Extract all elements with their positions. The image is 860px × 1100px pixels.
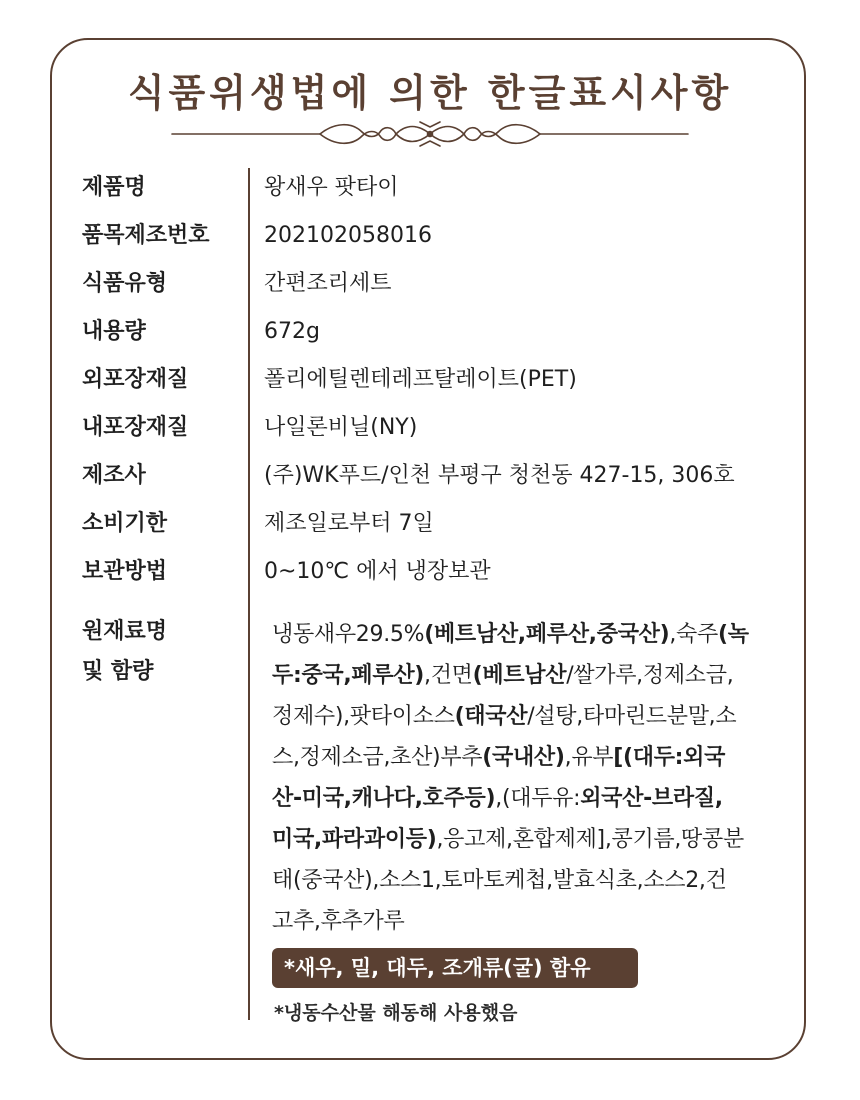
ingredients-label [82,612,167,692]
row-label: 제품명 [82,175,146,200]
ingredients-line [272,737,792,778]
row-value: 나일론비닐(NY) [264,415,418,440]
ingredients-label-line: 및 함량 [82,659,154,684]
ingredients-line [272,614,792,655]
row-value: 간편조리세트 [264,271,392,296]
ingredients-segment: 두:중국,페루산) [272,663,425,688]
row-label: 제조사 [82,463,146,488]
ingredients-label-line: 원재료명 [82,619,168,644]
row-storage [82,552,802,592]
row-outer-packaging [82,360,802,400]
row-label: 내용량 [82,319,146,344]
page-title: 식품위생법에 의한 한글표시사항 [127,71,733,115]
ingredients-segment: ,숙주 [669,622,718,647]
ingredients-segment: ,유부 [564,745,614,770]
row-value: 672g [264,319,320,344]
row-label: 외포장재질 [82,367,189,392]
row-label: 보관방법 [82,559,168,584]
row-value: 제조일로부터 7일 [264,511,434,536]
ingredients-segment: [(대두:외국 [613,745,726,770]
row-value: 왕새우 팟타이 [264,175,399,200]
ingredients-line [272,860,792,901]
ingredients-segment: (베트남산,페루산,중국산) [424,622,670,647]
row-label: 소비기한 [82,511,168,536]
ingredients-segment: (녹 [717,622,749,647]
ingredients-segment: 산-미국,캐나다,호주등) [272,786,496,811]
row-expiry [82,504,802,544]
ingredients-segment: 고추,후추가루 [272,909,405,934]
ingredients-segment: /쌀가루,정제소금, [566,663,734,688]
ingredients-segment: 미국,파라과이등) [272,827,437,852]
ingredients-line [272,696,792,737]
row-value: 0~10℃ 에서 냉장보관 [264,559,491,584]
ingredients-segment: (국내산) [482,745,565,770]
ingredients-text [272,614,792,942]
ingredients-segment: ,(대두유: [495,786,581,811]
ingredients-segment: (태국산 [454,704,528,729]
allergen-badge: *새우, 밀, 대두, 조개류(굴) 함유 [272,948,638,988]
row-label: 품목제조번호 [82,223,210,248]
ingredients-segment: ,건면 [424,663,473,688]
ingredients-segment: 태(중국산),소스1,토마토케첩,발효식초,소스2,건 [272,868,727,893]
row-report-number [82,216,802,256]
thawing-note: *냉동수산물 해동해 사용했음 [274,1002,518,1024]
ingredients-segment: 정제수),팟타이소스 [272,704,455,729]
row-value: (주)WK푸드/인천 부평구 청천동 427-15, 306호 [264,463,735,488]
ingredients-line [272,901,792,942]
ingredients-segment: 냉동새우29.5% [272,622,425,647]
ingredients-line [272,778,792,819]
row-inner-packaging [82,408,802,448]
row-value: 202102058016 [264,223,432,248]
ingredients-line [272,655,792,696]
row-label: 식품유형 [82,271,168,296]
ornament-divider-icon [170,118,690,150]
ingredients-line [272,819,792,860]
ingredients-segment: (베트남산 [472,663,567,688]
ingredients-segment: ,응고제,혼합제제],콩기름,땅콩분 [436,827,744,852]
ingredients-segment: 스,정제소금,초산)부추 [272,745,483,770]
row-product-name [82,168,802,208]
ingredients-segment: 외국산-브라질, [580,786,723,811]
row-label: 내포장재질 [82,415,189,440]
row-value: 폴리에틸렌테레프탈레이트(PET) [264,367,577,392]
ingredients-segment: /설탕,타마린드분말,소 [527,704,737,729]
row-food-type [82,264,802,304]
row-manufacturer [82,456,802,496]
row-net-content [82,312,802,352]
